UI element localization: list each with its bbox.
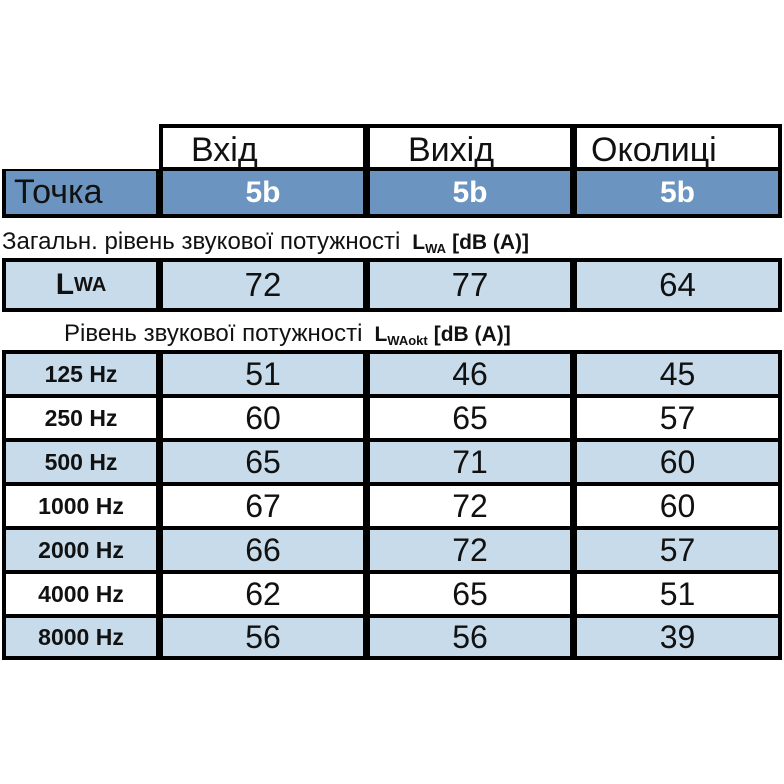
total-power-symbol: $L_{WA}$ xyxy=(412,231,447,256)
octave-value-exit: 65 xyxy=(370,574,570,614)
octave-value-exit: 71 xyxy=(370,442,570,482)
octave-value-entry: 51 xyxy=(163,354,363,394)
octave-row-freq: 8000 Hz xyxy=(6,618,156,656)
octave-value-surroundings: 39 xyxy=(577,618,778,656)
octave-row-freq: 125 Hz xyxy=(6,354,156,394)
lwa-value-entry: 72 xyxy=(163,262,363,308)
octave-value-exit: 46 xyxy=(370,354,570,394)
octave-value-entry: 66 xyxy=(163,530,363,570)
header-corner xyxy=(0,124,159,169)
octave-power-caption xyxy=(64,320,511,348)
octave-value-entry: 67 xyxy=(163,486,363,526)
octave-value-surroundings: 60 xyxy=(577,486,778,526)
octave-value-entry: 62 xyxy=(163,574,363,614)
point-value-entry: 5b xyxy=(163,171,363,214)
octave-power-unit: [dB (A)] xyxy=(433,323,511,346)
octave-row-freq: 1000 Hz xyxy=(6,486,156,526)
point-label: Точка xyxy=(6,171,156,214)
octave-value-exit: 56 xyxy=(370,618,570,656)
total-power-caption-text: Загальн. рівень звукової потужності xyxy=(2,228,401,255)
octave-value-surroundings: 51 xyxy=(577,574,778,614)
column-header-surroundings: Околиці xyxy=(577,128,778,167)
octave-value-surroundings: 57 xyxy=(577,530,778,570)
octave-value-surroundings: 57 xyxy=(577,398,778,438)
point-value-surroundings: 5b xyxy=(577,171,778,214)
octave-value-entry: 60 xyxy=(163,398,363,438)
total-power-caption xyxy=(2,228,529,256)
octave-value-surroundings: 45 xyxy=(577,354,778,394)
octave-power-symbol: $L_{WAokt}$ xyxy=(374,323,428,348)
octave-row-freq: 2000 Hz xyxy=(6,530,156,570)
octave-power-caption-text: Рівень звукової потужності xyxy=(64,320,363,347)
column-header-exit: Вихід xyxy=(370,128,570,167)
lwa-value-exit: 77 xyxy=(370,262,570,308)
octave-row-freq: 500 Hz xyxy=(6,442,156,482)
octave-value-exit: 72 xyxy=(370,530,570,570)
lwa-value-surroundings: 64 xyxy=(577,262,778,308)
octave-value-entry: 65 xyxy=(163,442,363,482)
octave-value-entry: 56 xyxy=(163,618,363,656)
lwa-label: L WA xyxy=(6,262,156,308)
octave-value-exit: 72 xyxy=(370,486,570,526)
point-value-exit: 5b xyxy=(370,171,570,214)
octave-row-freq: 250 Hz xyxy=(6,398,156,438)
octave-value-surroundings: 60 xyxy=(577,442,778,482)
octave-value-exit: 65 xyxy=(370,398,570,438)
octave-row-freq: 4000 Hz xyxy=(6,574,156,614)
total-power-unit: [dB (A)] xyxy=(452,231,530,254)
column-header-entry: Вхід xyxy=(163,128,363,167)
